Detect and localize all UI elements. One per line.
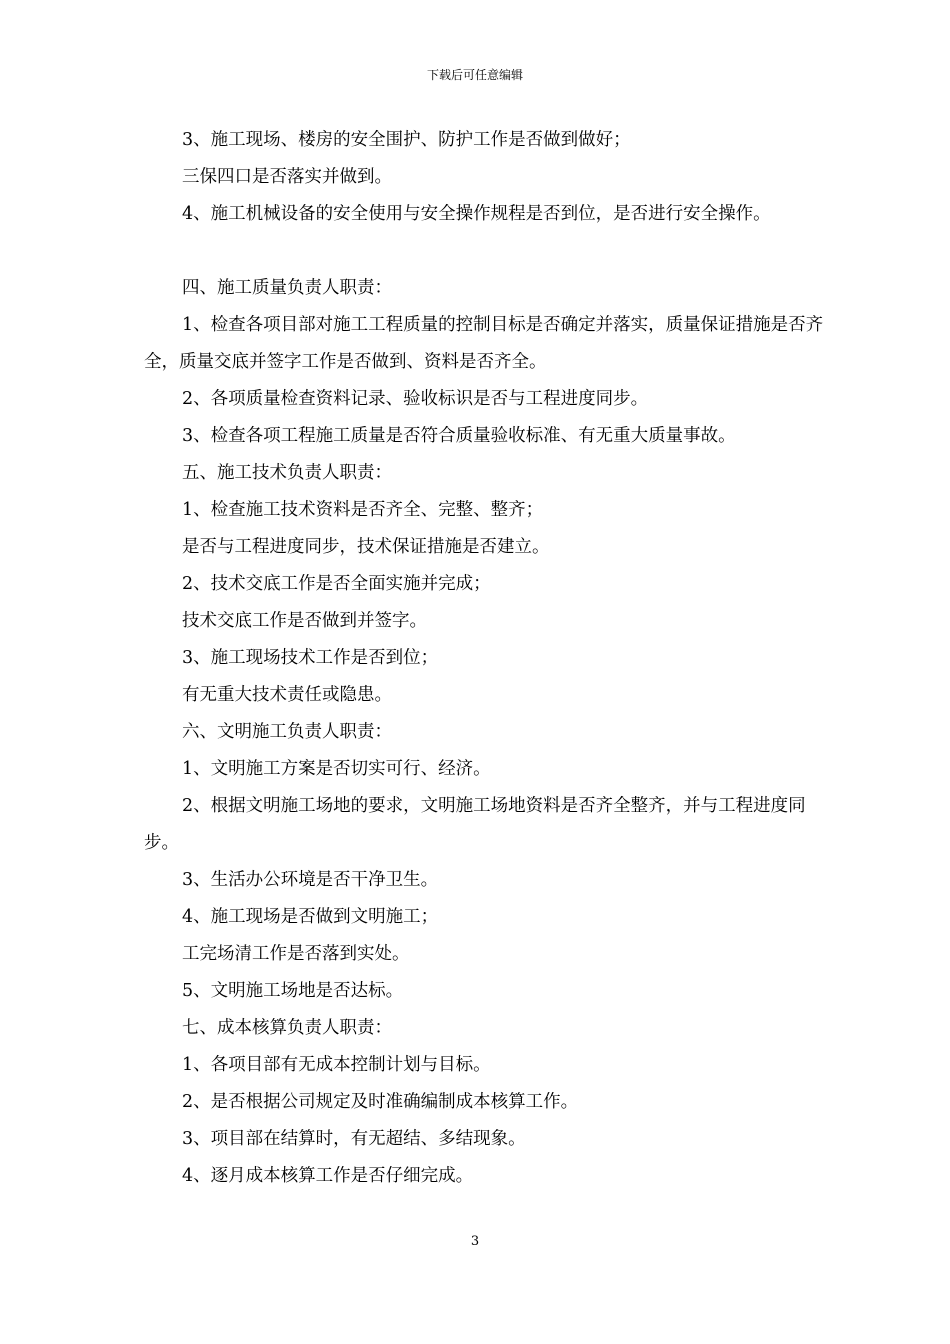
paragraph-quality-3: 3、检查各项工程施工质量是否符合质量验收标准、有无重大质量事故。 xyxy=(182,426,736,446)
paragraph-cost-2: 2、是否根据公司规定及时准确编制成本核算工作。 xyxy=(182,1092,579,1112)
document-body xyxy=(144,122,824,1195)
paragraph-safety-3-cont: 三保四口是否落实并做到。 xyxy=(182,167,392,187)
paragraph-technical-3-cont: 有无重大技术责任或隐患。 xyxy=(182,685,392,705)
paragraph-technical-2-cont: 技术交底工作是否做到并签字。 xyxy=(182,611,427,631)
paragraph-civilized-4-cont: 工完场清工作是否落到实处。 xyxy=(182,944,410,964)
paragraph-technical-2: 2、技术交底工作是否全面实施并完成； xyxy=(182,574,491,594)
paragraph-technical-3: 3、施工现场技术工作是否到位； xyxy=(182,648,439,668)
paragraph-civilized-3: 3、生活办公环境是否干净卫生。 xyxy=(182,870,439,890)
page-number: 3 xyxy=(470,1234,480,1249)
section-heading-civilized: 六、文明施工负责人职责： xyxy=(182,722,392,742)
paragraph-technical-1-cont: 是否与工程进度同步，技术保证措施是否建立。 xyxy=(182,537,550,557)
paragraph-technical-1: 1、检查施工技术资料是否齐全、完整、整齐； xyxy=(182,500,544,520)
paragraph-cost-3: 3、项目部在结算时，有无超结、多结现象。 xyxy=(182,1129,526,1149)
paragraph-safety-4: 4、施工机械设备的安全使用与安全操作规程是否到位，是否进行安全操作。 xyxy=(182,204,771,224)
paragraph-civilized-4: 4、施工现场是否做到文明施工； xyxy=(182,907,439,927)
paragraph-safety-3: 3、施工现场、楼房的安全围护、防护工作是否做到做好； xyxy=(182,130,631,150)
paragraph-cost-4: 4、逐月成本核算工作是否仔细完成。 xyxy=(182,1166,474,1186)
paragraph-quality-1: 1、检查各项目部对施工工程质量的控制目标是否确定并落实，质量保证措施是否齐全，质量交底并签字工作是否做到、资料是否齐全。 xyxy=(144,315,824,372)
page-header: 下载后可任意编辑 xyxy=(426,68,523,82)
paragraph-civilized-1: 1、文明施工方案是否切实可行、经济。 xyxy=(182,759,491,779)
paragraph-cost-1: 1、各项目部有无成本控制计划与目标。 xyxy=(182,1055,491,1075)
paragraph-civilized-2: 2、根据文明施工场地的要求，文明施工场地资料是否齐全整齐，并与工程进度同步。 xyxy=(144,796,806,853)
section-heading-cost: 七、成本核算负责人职责： xyxy=(182,1018,392,1038)
section-heading-technical: 五、施工技术负责人职责： xyxy=(182,463,392,483)
paragraph-quality-2: 2、各项质量检查资料记录、验收标识是否与工程进度同步。 xyxy=(182,389,649,409)
paragraph-civilized-5: 5、文明施工场地是否达标。 xyxy=(182,981,404,1001)
section-heading-quality: 四、施工质量负责人职责： xyxy=(182,278,392,298)
paragraph-spacer xyxy=(144,233,824,270)
